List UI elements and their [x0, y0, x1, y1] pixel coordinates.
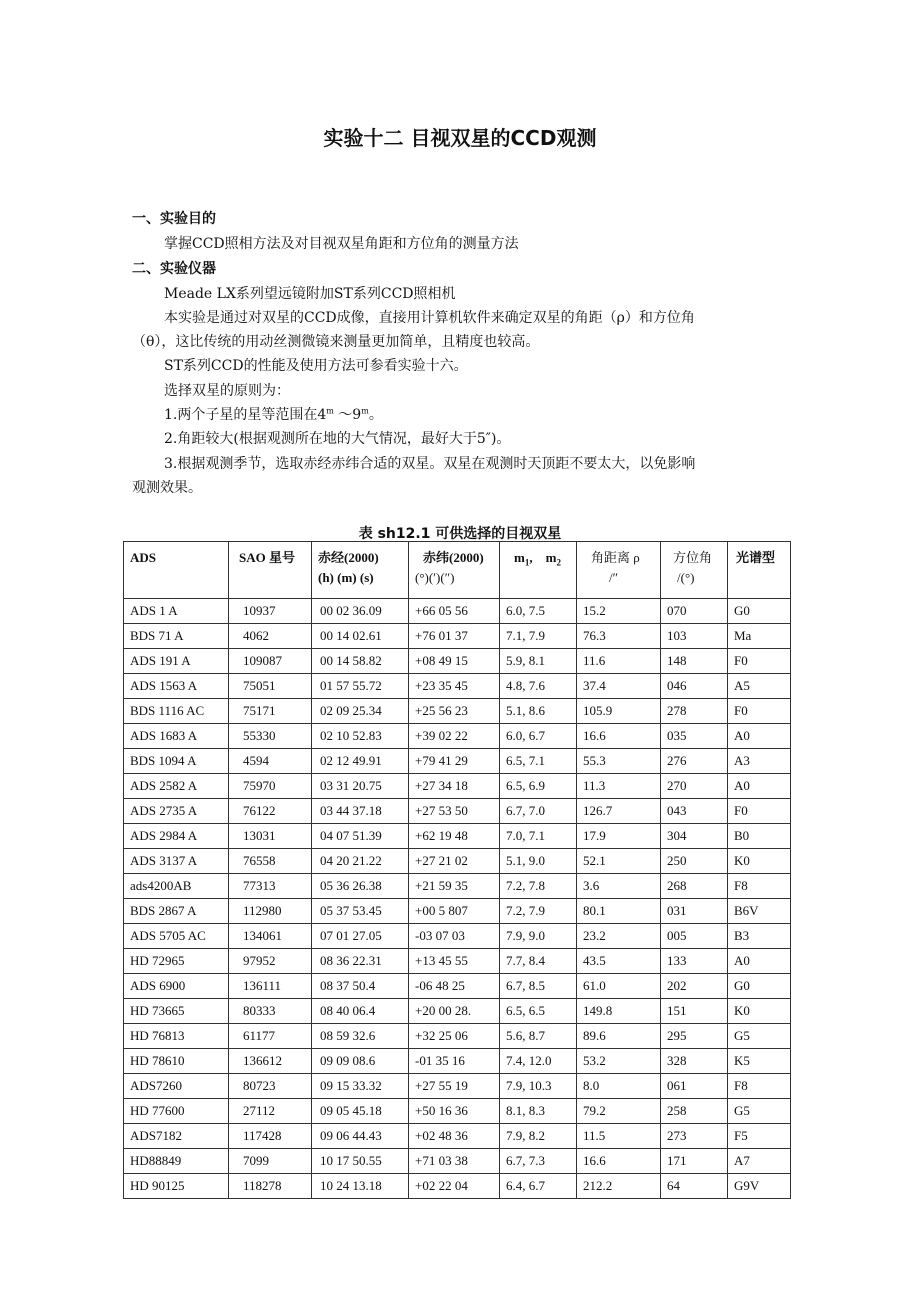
table-row [124, 824, 791, 849]
table-cell: ADS 6900 [124, 974, 229, 999]
table-cell: 10 17 50.55 [312, 1149, 409, 1174]
table-cell: 08 59 32.6 [312, 1024, 409, 1049]
table-cell: 149.8 [577, 999, 661, 1024]
table-cell: G9V [728, 1174, 791, 1199]
table-cell: 4.8, 7.6 [500, 674, 577, 699]
table-cell: +21 59 35 [409, 874, 500, 899]
table-cell: A5 [728, 674, 791, 699]
table-cell: 00 02 36.09 [312, 599, 409, 624]
table-cell: +27 21 02 [409, 849, 500, 874]
paragraph-2: ST系列CCD的性能及使用方法可参看实验十六。 [164, 358, 468, 374]
table-cell: 7.4, 12.0 [500, 1049, 577, 1074]
table-cell: 80333 [229, 999, 312, 1024]
table-cell: 7.1, 7.9 [500, 624, 577, 649]
table-row [124, 849, 791, 874]
table-cell: -03 07 03 [409, 924, 500, 949]
table-cell: 09 06 44.43 [312, 1124, 409, 1149]
table-row [124, 599, 791, 624]
table-cell: G0 [728, 599, 791, 624]
table-cell: F8 [728, 1074, 791, 1099]
table-cell: 08 37 50.4 [312, 974, 409, 999]
table-cell: A7 [728, 1149, 791, 1174]
table-cell: 304 [661, 824, 728, 849]
table-cell: ADS 1683 A [124, 724, 229, 749]
table-cell: 6.7, 8.5 [500, 974, 577, 999]
col-dec-unit: (°)(′)(″) [415, 570, 455, 585]
table-row [124, 949, 791, 974]
table-cell: +39 02 22 [409, 724, 500, 749]
table-cell: 273 [661, 1124, 728, 1149]
table-cell: ADS7260 [124, 1074, 229, 1099]
table-row [124, 749, 791, 774]
double-star-table [123, 541, 791, 1199]
table-cell: 105.9 [577, 699, 661, 724]
mag-sup-1: m [326, 406, 334, 416]
table-cell: 97952 [229, 949, 312, 974]
table-header-row [124, 542, 791, 599]
table-cell: 005 [661, 924, 728, 949]
col-separation-unit: /″ [609, 570, 619, 585]
table-cell: 212.2 [577, 1174, 661, 1199]
table-cell: 7.0, 7.1 [500, 824, 577, 849]
col-ra-unit: (h) (m) (s) [318, 570, 374, 585]
table-cell: 80723 [229, 1074, 312, 1099]
table-cell: 00 14 58.82 [312, 649, 409, 674]
table-cell: 270 [661, 774, 728, 799]
table-cell: 23.2 [577, 924, 661, 949]
table-row [124, 1049, 791, 1074]
table-cell: 136612 [229, 1049, 312, 1074]
table-cell: 103 [661, 624, 728, 649]
table-cell: 6.0, 7.5 [500, 599, 577, 624]
paragraph-1a: 本实验是通过对双星的CCD成像，直接用计算机软件来确定双星的角距（ρ）和方位角 [164, 310, 695, 326]
purpose-heading: 一、实验目的 [132, 211, 216, 227]
table-cell: 171 [661, 1149, 728, 1174]
table-row [124, 774, 791, 799]
table-cell: 6.5, 6.9 [500, 774, 577, 799]
col-ra: 赤经(2000) (h) (m) (s) [312, 542, 409, 599]
table-cell: 10 24 13.18 [312, 1174, 409, 1199]
table-cell: 10937 [229, 599, 312, 624]
col-sao: SAO 星号 [229, 542, 312, 599]
table-row [124, 874, 791, 899]
table-cell: 134061 [229, 924, 312, 949]
table-caption: 表 sh12.1 可供选择的目视双星 [358, 526, 562, 542]
rule-1 [164, 404, 383, 424]
col-dec: 赤纬(2000) (°)(′)(″) [409, 542, 500, 599]
table-cell: A0 [728, 949, 791, 974]
table-row [124, 924, 791, 949]
table-cell: ADS 1 A [124, 599, 229, 624]
table-cell: 8.1, 8.3 [500, 1099, 577, 1124]
table-cell: 75171 [229, 699, 312, 724]
table-cell: ADS 2582 A [124, 774, 229, 799]
table-row [124, 1024, 791, 1049]
table-row [124, 649, 791, 674]
table-cell: 6.7, 7.3 [500, 1149, 577, 1174]
table-cell: G0 [728, 974, 791, 999]
table-cell: 112980 [229, 899, 312, 924]
table-cell: 80.1 [577, 899, 661, 924]
table-cell: 52.1 [577, 849, 661, 874]
table-cell: 75051 [229, 674, 312, 699]
table-cell: 258 [661, 1099, 728, 1124]
page-title: 实验十二 目视双星的CCD观测 [323, 126, 597, 150]
table-cell: 55.3 [577, 749, 661, 774]
table-cell: F5 [728, 1124, 791, 1149]
paragraph-1b: （θ），这比传统的用动丝测微镜来测量更加简单，且精度也较高。 [132, 334, 540, 350]
table-cell: 11.6 [577, 649, 661, 674]
table-cell: 61.0 [577, 974, 661, 999]
rule-3b: 观测效果。 [132, 480, 202, 496]
table-row [124, 999, 791, 1024]
table-row [124, 1124, 791, 1149]
table-row [124, 1099, 791, 1124]
table-cell: HD 76813 [124, 1024, 229, 1049]
table-cell: HD88849 [124, 1149, 229, 1174]
table-cell: +00 5 807 [409, 899, 500, 924]
table-cell: 76558 [229, 849, 312, 874]
table-cell: 268 [661, 874, 728, 899]
table-cell: +25 56 23 [409, 699, 500, 724]
table-cell: 3.6 [577, 874, 661, 899]
table-cell: 4062 [229, 624, 312, 649]
table-cell: A0 [728, 774, 791, 799]
table-row [124, 799, 791, 824]
table-cell: 16.6 [577, 724, 661, 749]
table-cell: 278 [661, 699, 728, 724]
table-cell: 02 12 49.91 [312, 749, 409, 774]
table-cell: 76.3 [577, 624, 661, 649]
table-row [124, 899, 791, 924]
table-cell: +76 01 37 [409, 624, 500, 649]
table-cell: K0 [728, 999, 791, 1024]
table-cell: 04 20 21.22 [312, 849, 409, 874]
table-cell: HD 90125 [124, 1174, 229, 1199]
table-cell: 148 [661, 649, 728, 674]
table-cell: 27112 [229, 1099, 312, 1124]
col-position-angle: 方位角 /(°) [661, 542, 728, 599]
table-cell: 070 [661, 599, 728, 624]
table-cell: 046 [661, 674, 728, 699]
table-cell: HD 77600 [124, 1099, 229, 1124]
purpose-text: 掌握CCD照相方法及对目视双星角距和方位角的测量方法 [164, 236, 519, 252]
table-cell: 02 09 25.34 [312, 699, 409, 724]
table-cell: 05 37 53.45 [312, 899, 409, 924]
rule-1-pre: 1.两个子星的星等范围在4 [164, 407, 327, 423]
table-cell: 55330 [229, 724, 312, 749]
table-cell: 09 15 33.32 [312, 1074, 409, 1099]
table-cell: 76122 [229, 799, 312, 824]
table-cell: 8.0 [577, 1074, 661, 1099]
table-cell: 01 57 55.72 [312, 674, 409, 699]
table-cell: ADS 1563 A [124, 674, 229, 699]
table-cell: 07 01 27.05 [312, 924, 409, 949]
table-cell: 17.9 [577, 824, 661, 849]
table-cell: ADS 5705 AC [124, 924, 229, 949]
table-cell: +66 05 56 [409, 599, 500, 624]
table-row [124, 699, 791, 724]
table-cell: 6.4, 6.7 [500, 1174, 577, 1199]
table-cell: 08 36 22.31 [312, 949, 409, 974]
table-cell: +27 53 50 [409, 799, 500, 824]
table-cell: 37.4 [577, 674, 661, 699]
table-cell: 6.7, 7.0 [500, 799, 577, 824]
table-row [124, 1149, 791, 1174]
table-cell: HD 78610 [124, 1049, 229, 1074]
table-cell: BDS 2867 A [124, 899, 229, 924]
table-cell: +08 49 15 [409, 649, 500, 674]
table-cell: A0 [728, 724, 791, 749]
table-cell: 117428 [229, 1124, 312, 1149]
table-row [124, 674, 791, 699]
table-cell: 7.7, 8.4 [500, 949, 577, 974]
table-cell: 109087 [229, 649, 312, 674]
col-position-angle-unit: /(°) [677, 570, 695, 585]
table-cell: +27 34 18 [409, 774, 500, 799]
table-cell: BDS 71 A [124, 624, 229, 649]
table-cell: 75970 [229, 774, 312, 799]
table-cell: ads4200AB [124, 874, 229, 899]
table-cell: F0 [728, 699, 791, 724]
table-cell: 7.2, 7.9 [500, 899, 577, 924]
table-cell: 118278 [229, 1174, 312, 1199]
table-cell: 43.5 [577, 949, 661, 974]
table-cell: +23 35 45 [409, 674, 500, 699]
table-cell: 61177 [229, 1024, 312, 1049]
table-cell: HD 72965 [124, 949, 229, 974]
col-separation: 角距离 ρ /″ [577, 542, 661, 599]
table-cell: +02 22 04 [409, 1174, 500, 1199]
table-cell: B0 [728, 824, 791, 849]
table-cell: 136111 [229, 974, 312, 999]
table-cell: 295 [661, 1024, 728, 1049]
table-cell: Ma [728, 624, 791, 649]
table-cell: 202 [661, 974, 728, 999]
table-cell: 031 [661, 899, 728, 924]
table-cell: 64 [661, 1174, 728, 1199]
table-cell: ADS 3137 A [124, 849, 229, 874]
table-cell: G5 [728, 1024, 791, 1049]
table-cell: +62 19 48 [409, 824, 500, 849]
table-cell: G5 [728, 1099, 791, 1124]
table-cell: 035 [661, 724, 728, 749]
table-cell: 15.2 [577, 599, 661, 624]
table-cell: 6.0, 6.7 [500, 724, 577, 749]
table-cell: +20 00 28. [409, 999, 500, 1024]
mag-sup-2: m [361, 406, 369, 416]
table-cell: 7.9, 9.0 [500, 924, 577, 949]
table-cell: 53.2 [577, 1049, 661, 1074]
table-cell: 7099 [229, 1149, 312, 1174]
table-row [124, 624, 791, 649]
table-cell: +71 03 38 [409, 1149, 500, 1174]
table-cell: 03 31 20.75 [312, 774, 409, 799]
col-ads: ADS [124, 542, 229, 599]
table-cell: 043 [661, 799, 728, 824]
paragraph-3: 选择双星的原则为： [164, 383, 290, 399]
table-cell: 4594 [229, 749, 312, 774]
table-cell: 6.5, 7.1 [500, 749, 577, 774]
table-cell: 250 [661, 849, 728, 874]
table-cell: -06 48 25 [409, 974, 500, 999]
table-cell: 08 40 06.4 [312, 999, 409, 1024]
table-cell: +32 25 06 [409, 1024, 500, 1049]
rule-1-mid: ～9 [333, 407, 362, 423]
table-cell: +79 41 29 [409, 749, 500, 774]
table-row [124, 974, 791, 999]
table-cell: 03 44 37.18 [312, 799, 409, 824]
table-cell: 13031 [229, 824, 312, 849]
table-cell: 5.6, 8.7 [500, 1024, 577, 1049]
table-cell: 11.5 [577, 1124, 661, 1149]
table-cell: 16.6 [577, 1149, 661, 1174]
table-cell: F8 [728, 874, 791, 899]
table-cell: 02 10 52.83 [312, 724, 409, 749]
equipment-heading: 二、实验仪器 [132, 261, 216, 277]
table-cell: F0 [728, 799, 791, 824]
table-cell: 05 36 26.38 [312, 874, 409, 899]
table-cell: ADS 191 A [124, 649, 229, 674]
table-cell: 89.6 [577, 1024, 661, 1049]
table-cell: BDS 1094 A [124, 749, 229, 774]
table-cell: 061 [661, 1074, 728, 1099]
table-cell: +50 16 36 [409, 1099, 500, 1124]
table-cell: F0 [728, 649, 791, 674]
table-cell: K5 [728, 1049, 791, 1074]
table-cell: +02 48 36 [409, 1124, 500, 1149]
table-cell: -01 35 16 [409, 1049, 500, 1074]
table-cell: 00 14 02.61 [312, 624, 409, 649]
table-cell: HD 73665 [124, 999, 229, 1024]
table-cell: 7.2, 7.8 [500, 874, 577, 899]
table-cell: 126.7 [577, 799, 661, 824]
table-cell: ADS7182 [124, 1124, 229, 1149]
table-cell: ADS 2984 A [124, 824, 229, 849]
table-cell: A3 [728, 749, 791, 774]
table-row [124, 724, 791, 749]
table-cell: 6.5, 6.5 [500, 999, 577, 1024]
table-cell: +27 55 19 [409, 1074, 500, 1099]
table-cell: 133 [661, 949, 728, 974]
table-cell: 7.9, 8.2 [500, 1124, 577, 1149]
table-cell: 276 [661, 749, 728, 774]
table-cell: 09 09 08.6 [312, 1049, 409, 1074]
table-row [124, 1074, 791, 1099]
table-cell: 151 [661, 999, 728, 1024]
table-cell: +13 45 55 [409, 949, 500, 974]
table-cell: 04 07 51.39 [312, 824, 409, 849]
rule-3a: 3.根据观测季节，选取赤经赤纬合适的双星。双星在观测时天顶距不要太大，以免影响 [164, 456, 696, 472]
table-cell: K0 [728, 849, 791, 874]
table-cell: 11.3 [577, 774, 661, 799]
table-cell: 79.2 [577, 1099, 661, 1124]
equipment-text: Meade LX系列望远镜附加ST系列CCD照相机 [164, 286, 456, 302]
table-cell: B3 [728, 924, 791, 949]
table-cell: 7.9, 10.3 [500, 1074, 577, 1099]
table-cell: 77313 [229, 874, 312, 899]
table-cell: BDS 1116 AC [124, 699, 229, 724]
table-cell: 5.1, 9.0 [500, 849, 577, 874]
rule-2: 2.角距较大(根据观测所在地的大气情况，最好大于5″)。 [164, 431, 511, 447]
table-cell: 328 [661, 1049, 728, 1074]
rule-1-post: 。 [368, 407, 383, 423]
col-spectral-type: 光谱型 [728, 542, 791, 599]
table-cell: 09 05 45.18 [312, 1099, 409, 1124]
col-mag: $m_1$, $m_2$ [500, 542, 577, 599]
table-row [124, 1174, 791, 1199]
table-cell: 5.9, 8.1 [500, 649, 577, 674]
table-cell: B6V [728, 899, 791, 924]
table-cell: 5.1, 8.6 [500, 699, 577, 724]
table-cell: ADS 2735 A [124, 799, 229, 824]
